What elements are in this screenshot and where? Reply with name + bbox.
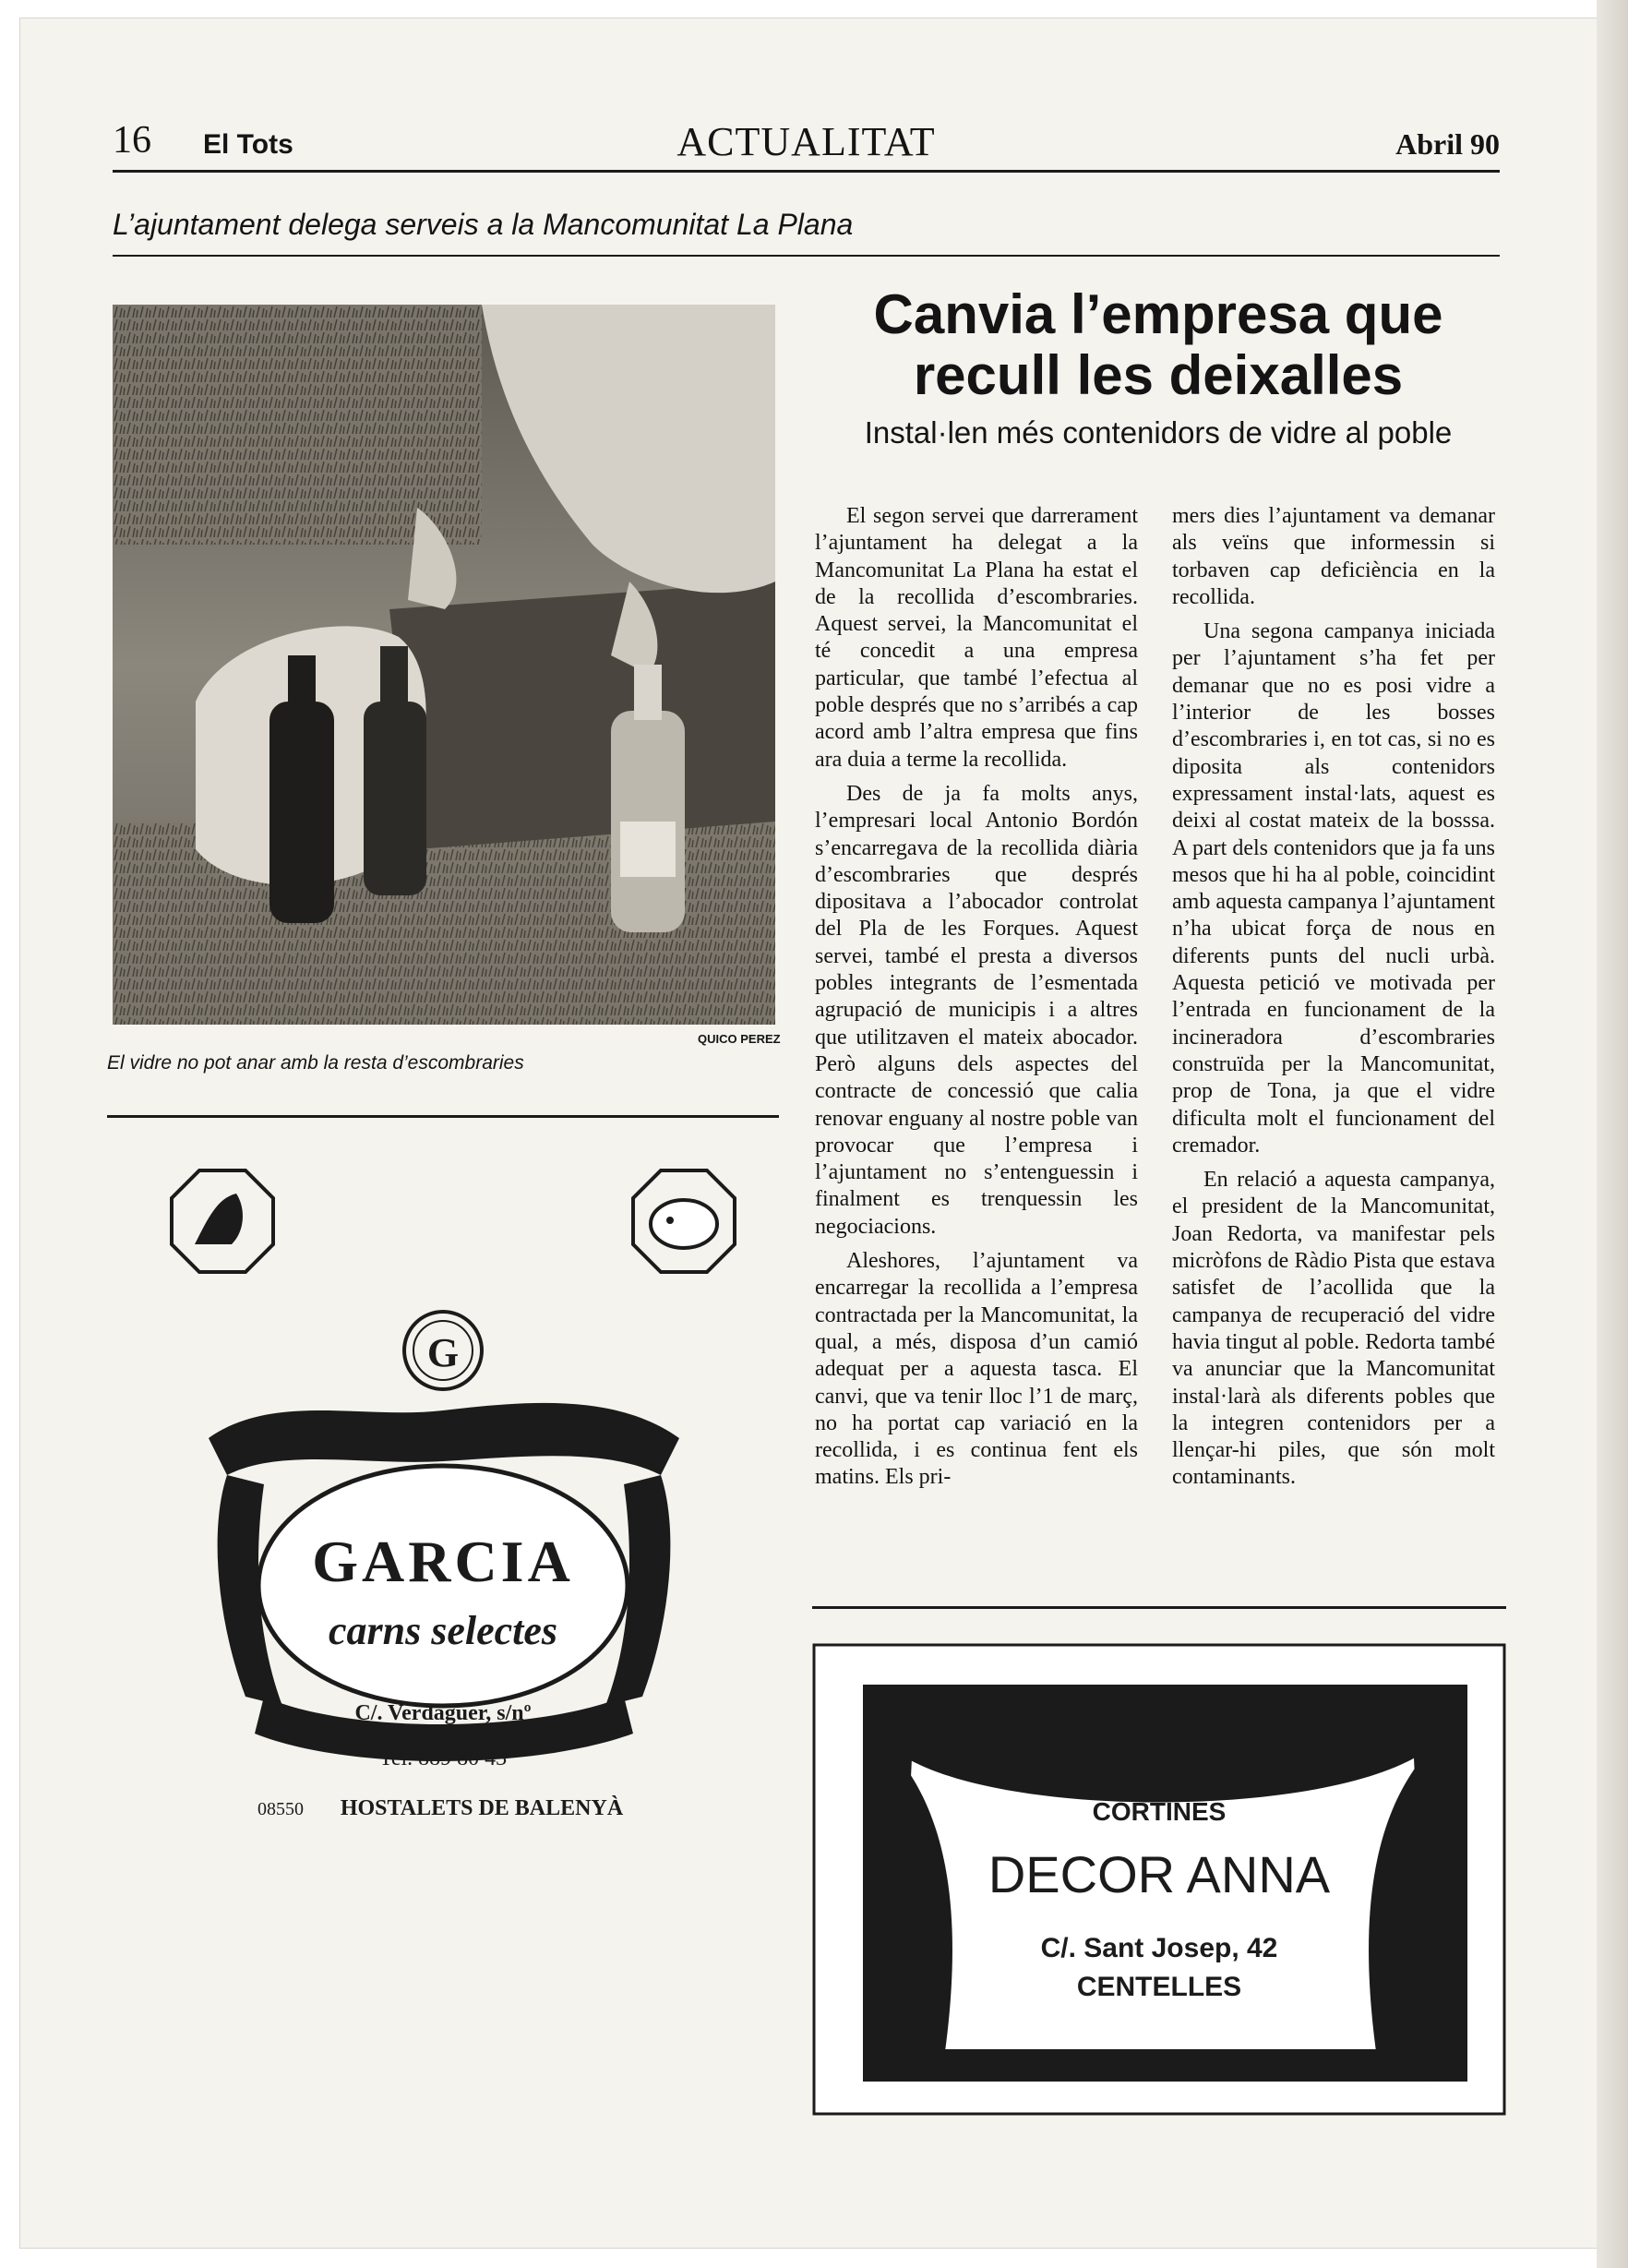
garcia-address: C/. Verdaguer, s/nº xyxy=(354,1701,532,1725)
section-title: ACTUALITAT xyxy=(676,119,936,164)
paragraph: Des de ja fa molts anys, l’empresari local Antonio Bordón s’encarregava de la recollida diària d’escombraries que després dipositava a l’abocador controlat del Pla de les Forques. Aquest servei, també el presta a diversos pobles integrants de l’esmentada agrupació de municipis i a altres que utilitzaven el mateix abocador. Però alguns dels aspectes del contracte de concessió que calia renovar enguany al nostre poble van provocar que l’empresa i l’ajuntament no s’entenguessin i finalment es trenquessin les negociacions. xyxy=(815,781,1138,1239)
article-column-2 xyxy=(1172,503,1495,1499)
rooster-icon xyxy=(172,1170,273,1272)
kicker-line: L’ajuntament delega serveis a la Mancomunitat La Plana xyxy=(113,208,854,241)
header-rule xyxy=(113,170,1500,173)
caption-rule xyxy=(107,1115,779,1118)
article-column-1 xyxy=(815,503,1138,1499)
garcia-tagline: carns selectes xyxy=(328,1608,558,1653)
garcia-ad-art xyxy=(107,1143,779,1872)
paragraph: mers dies l’ajuntament va demanar als veïns que informessin si torbaven cap deficiència en la recollida. xyxy=(1172,504,1495,609)
garcia-postal-code: 08550 xyxy=(257,1799,304,1819)
article-end-rule xyxy=(812,1606,1506,1609)
page-number: 16 xyxy=(113,119,151,162)
ad-decor-anna xyxy=(812,1643,1506,2116)
decor-town: CENTELLES xyxy=(1076,1972,1242,2002)
ad-garcia xyxy=(107,1143,779,1872)
decor-ad-art xyxy=(812,1643,1506,2116)
garcia-town: HOSTALETS DE BALENYÀ xyxy=(340,1796,624,1820)
bottles-photo xyxy=(113,305,775,1025)
decor-name: DECOR ANNA xyxy=(988,1845,1331,1903)
monogram-letter: G xyxy=(426,1330,460,1375)
photo-credit: QUICO PEREZ xyxy=(698,1032,781,1046)
garcia-phone: Tel. 889 80 43 xyxy=(378,1746,508,1770)
page-header xyxy=(113,118,1500,170)
article-photo xyxy=(113,305,775,1025)
article-headline xyxy=(812,284,1504,406)
paragraph: Aleshores, l’ajuntament va encarregar la recollida a l’empresa contractada per la Mancomunitat, la qual, a més, disposa d’un camió adequat per a aquesta tasca. El canvi, que va tenir lloc l’1 de març, no ha portat cap variació en la recollida, i es continua fent els matins. Els pri- xyxy=(815,1249,1138,1490)
headline-line-2: recull les deixalles xyxy=(913,344,1404,406)
magazine-name: El Tots xyxy=(203,129,293,160)
paragraph: En relació a aquesta campanya, el president de la Mancomunitat, Joan Redorta, va manifestar pels micròfons de Ràdio Pista que estava satisfet de l’acollida que la campanya de recuperació del vidre havia tingut al poble. Redorta també va anunciar que la Mancomunitat instal·larà als diferents pobles que la integren contenidors per a llençar-hi piles, que són molt contaminants. xyxy=(1172,1168,1495,1490)
kicker-rule xyxy=(113,255,1500,257)
page-edge xyxy=(1597,0,1628,2268)
decor-cortines: CORTINES xyxy=(1092,1797,1227,1826)
paragraph: El segon servei que darrerament l’ajuntament ha delegat a la Mancomunitat La Plana ha estat el de la recollida d’escombraries. Aquest servei, la Mancomunitat el té concedit a una empresa particular, que també l’efectua al poble després que no s’arribés a cap acord amb l’altra empresa que fins ara duia a terme la recollida. xyxy=(815,504,1138,772)
garcia-name: GARCIA xyxy=(312,1529,574,1594)
paragraph: Una segona campanya iniciada per l’ajuntament s’ha fet per demanar que no es posi vidre a l’interior de les bosses d’escombraries i, en tot cas, si no es diposita als contenidors expressament instal·lats, aquest es deixi al costat mateix de la bosssa. A part dels contenidors que ja fa uns mesos que hi ha al poble, coincidint amb aquesta campanya l’ajuntament n’ha ubicat força de nous en diferents punts del nucli urbà. Aquesta petició ve motivada per l’entrada en funcionament de la incineradora d’escombraries construïda per la Mancomunitat, prop de Tona, ja que el vidre dificulta molt el funcionament del cremador. xyxy=(1172,619,1495,1158)
article-subhead: Instal·len més contenidors de vidre al poble xyxy=(864,415,1453,450)
photo-caption: El vidre no pot anar amb la resta d’escombraries xyxy=(107,1052,524,1074)
headline-line-1: Canvia l’empresa que xyxy=(873,283,1443,345)
sheep-icon xyxy=(633,1170,735,1272)
issue-date: Abril 90 xyxy=(1395,127,1500,161)
decor-address: C/. Sant Josep, 42 xyxy=(1040,1933,1278,1963)
